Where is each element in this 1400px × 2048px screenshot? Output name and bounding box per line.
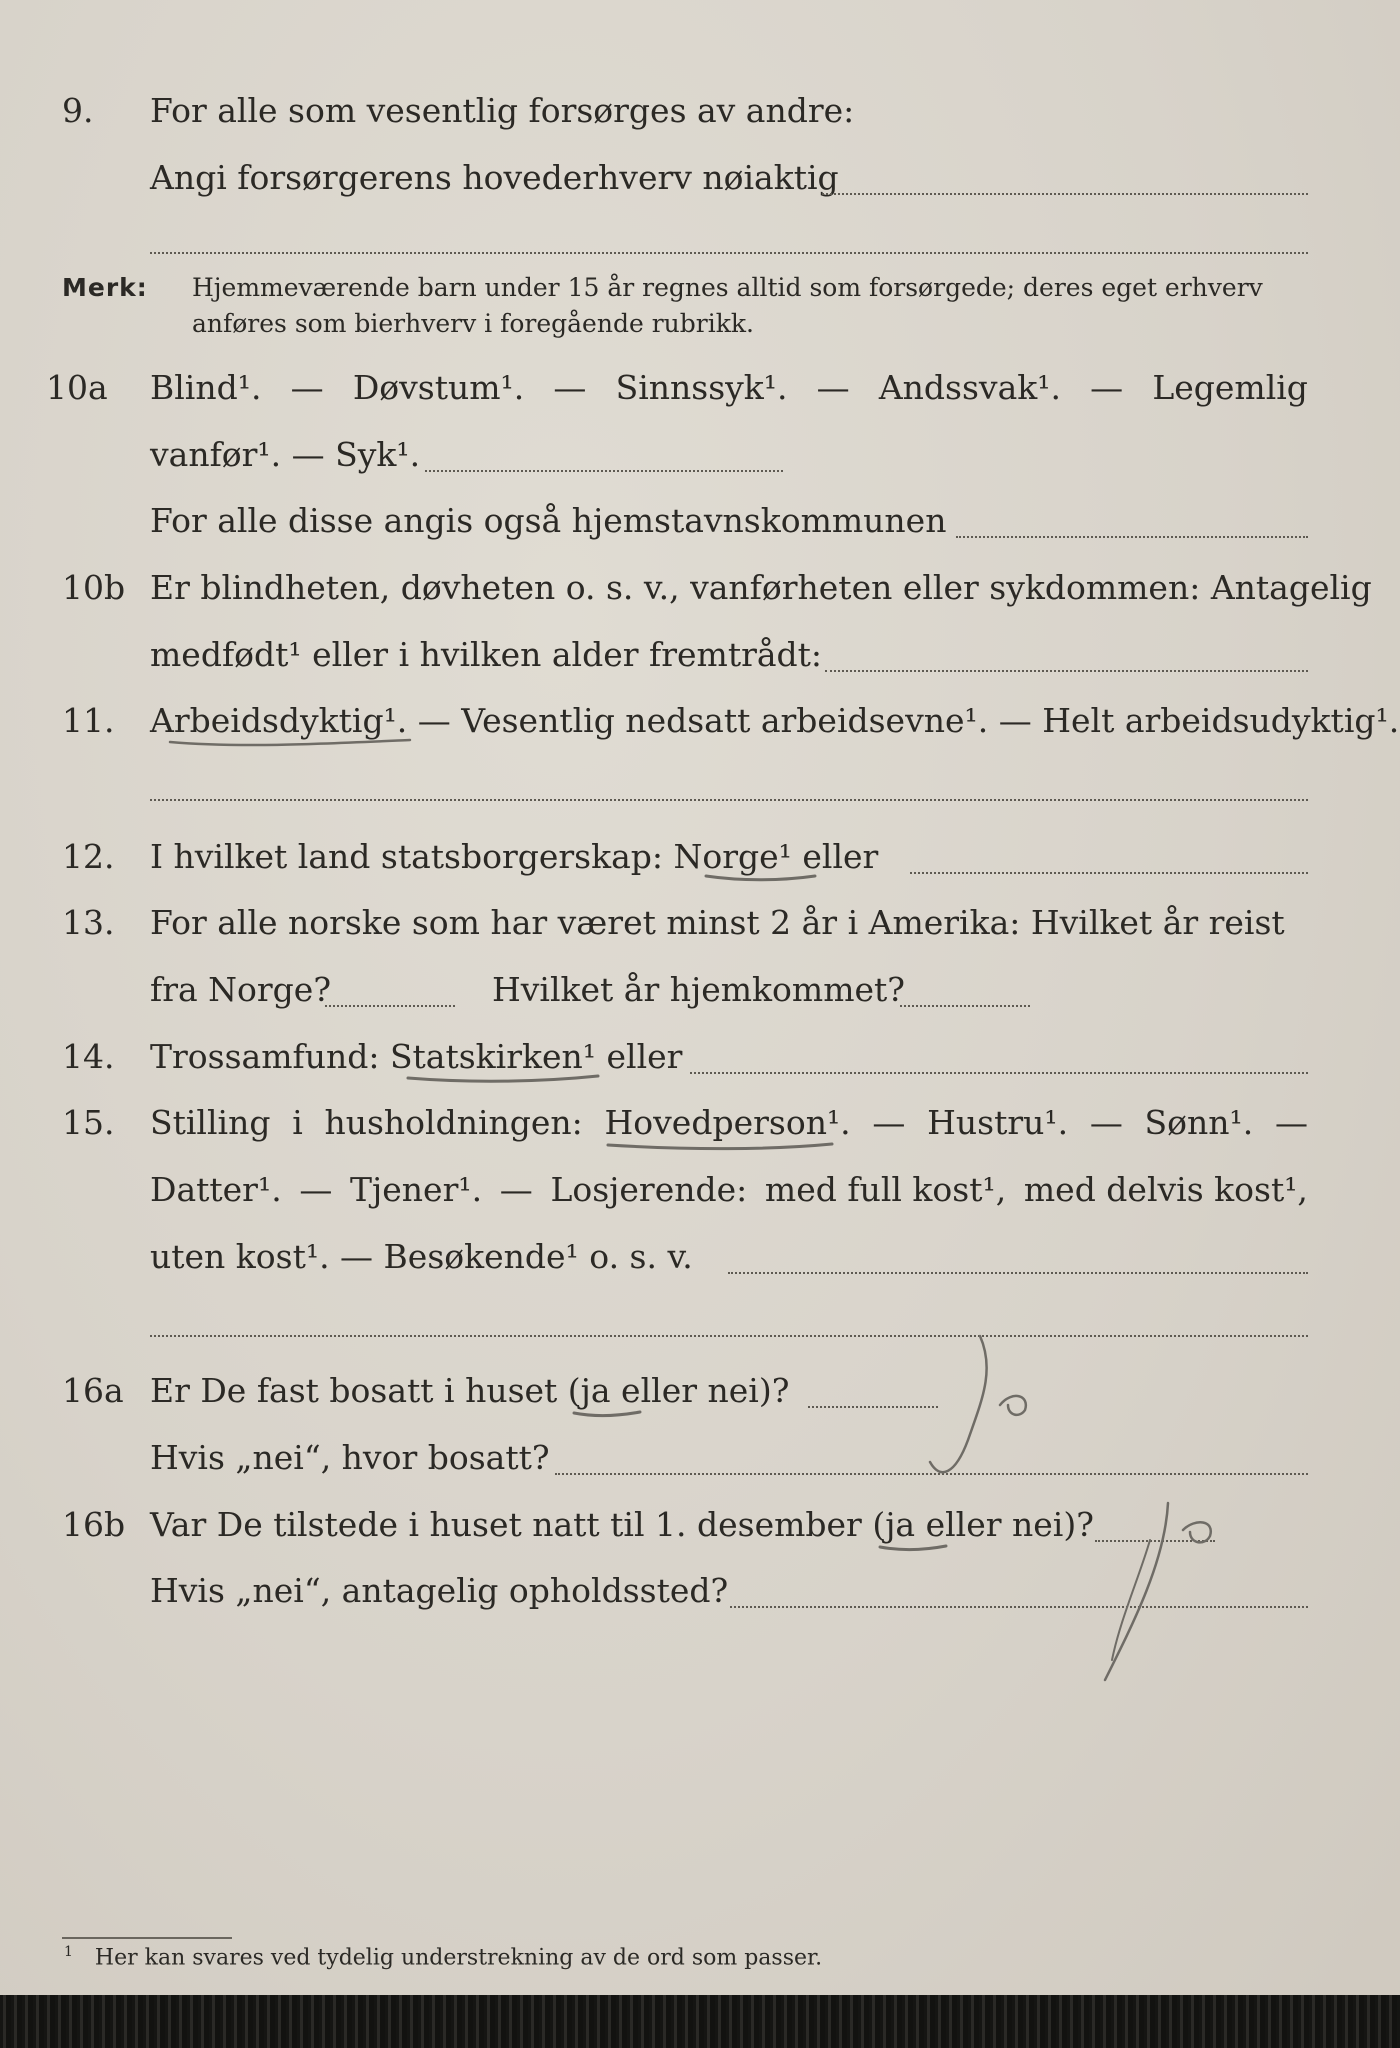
form-word: — (290, 368, 324, 407)
note-text: Hjemmeværende barn under 15 år regnes alltid som forsørgede; deres eget erhverv (192, 273, 1263, 302)
form-word: Hovedperson¹. (604, 1103, 851, 1142)
handwritten-ja-16b (1105, 1503, 1211, 1680)
question-text: Er De fast bosatt i huset (ja eller nei)? (150, 1371, 790, 1410)
form-word: Blind¹. (150, 368, 262, 407)
form-word: — (816, 368, 850, 407)
question-number: 16b (62, 1505, 126, 1544)
underline-ja-16b (880, 1546, 946, 1550)
question-text: For alle norske som har været minst 2 år i Amerika: Hvilket år reist (150, 903, 1285, 942)
form-word: Andssvak¹. (878, 368, 1061, 407)
question-text: fra Norge? (150, 970, 332, 1009)
question-text: I hvilket land statsborgerskap: Norge¹ eller (150, 837, 879, 876)
question-number: 10b (62, 568, 126, 607)
question-text: Hvis „nei“, antagelig opholdssted? (150, 1571, 729, 1610)
question-number: 10a (46, 368, 108, 407)
question-number: 16a (62, 1371, 124, 1410)
underline-statskirken (408, 1076, 598, 1081)
footnote-rule (62, 1937, 232, 1939)
note-text: anføres som bierhverv i foregående rubrikk. (192, 309, 754, 338)
question-number: 9. (62, 91, 94, 130)
underline-hovedperson (608, 1144, 832, 1149)
question-text: Hvis „nei“, hvor bosatt? (150, 1438, 550, 1477)
question-text: Arbeidsdyktig¹. — Vesentlig nedsatt arbeidsevne¹. — Helt arbeidsudyktig¹. (150, 701, 1400, 740)
underline-norge (706, 876, 815, 880)
form-word: Legemlig (1152, 368, 1308, 407)
form-word: — (872, 1103, 906, 1142)
handwritten-ja-16a (930, 1336, 1026, 1472)
form-word: — (499, 1170, 533, 1209)
question-text: For alle disse angis også hjemstavnskommunen (150, 501, 947, 540)
question-number: 13. (62, 903, 115, 942)
question-text: Er blindheten, døvheten o. s. v., vanførheten eller sykdommen: Antagelig (150, 568, 1372, 607)
question-text: uten kost¹. — Besøkende¹ o. s. v. (150, 1237, 693, 1276)
underline-ja-16a (574, 1412, 640, 1416)
footnote-text: Her kan svares ved tydelig understrekning av de ord som passer. (94, 1945, 823, 1971)
question-text: For alle som vesentlig forsørges av andre: (150, 91, 855, 130)
question-text: Var De tilstede i huset natt til 1. desember (ja eller nei)? (150, 1505, 1094, 1544)
pen-stroke-16b (1112, 1540, 1150, 1660)
form-word: Datter¹. (150, 1170, 282, 1209)
question-text: medfødt¹ eller i hvilken alder fremtrådt: (150, 635, 823, 674)
question-number: 11. (62, 701, 115, 740)
scan-edge (0, 1995, 1400, 2048)
question-text: vanfør¹. — Syk¹. (150, 435, 421, 474)
note-label: Merk: (62, 273, 148, 302)
question-number: 15. (62, 1103, 115, 1142)
question-number: 12. (62, 837, 115, 876)
footnote-marker: 1 (64, 1944, 73, 1960)
form-word: Hustru¹. (927, 1103, 1069, 1142)
form-word: med full kost¹, (764, 1170, 1007, 1209)
form-word: husholdningen: (324, 1103, 583, 1142)
form-word: Døvstum¹. (352, 368, 525, 407)
question-number: 14. (62, 1037, 115, 1076)
form-word: Sønn¹. (1144, 1103, 1254, 1142)
question-text: Angi forsørgerens hovederhverv nøiaktig (150, 158, 839, 197)
form-word: — (1090, 368, 1124, 407)
form-word: med delvis kost¹, (1023, 1170, 1308, 1209)
form-word: — (553, 368, 587, 407)
form-word: i (292, 1103, 303, 1142)
question-text: Trossamfund: Statskirken¹ eller (150, 1037, 683, 1076)
form-word: Tjener¹. (350, 1170, 483, 1209)
form-word: Stilling (150, 1103, 271, 1142)
form-word: — (1089, 1103, 1123, 1142)
form-word: Sinnssyk¹. (615, 368, 788, 407)
form-word: Losjerende: (550, 1170, 748, 1209)
underline-arbeidsdyktig (170, 740, 410, 745)
question-text: Hvilket år hjemkommet? (492, 970, 905, 1009)
footnote (64, 1944, 822, 1970)
form-word: — (299, 1170, 333, 1209)
form-word: — (1274, 1103, 1308, 1142)
